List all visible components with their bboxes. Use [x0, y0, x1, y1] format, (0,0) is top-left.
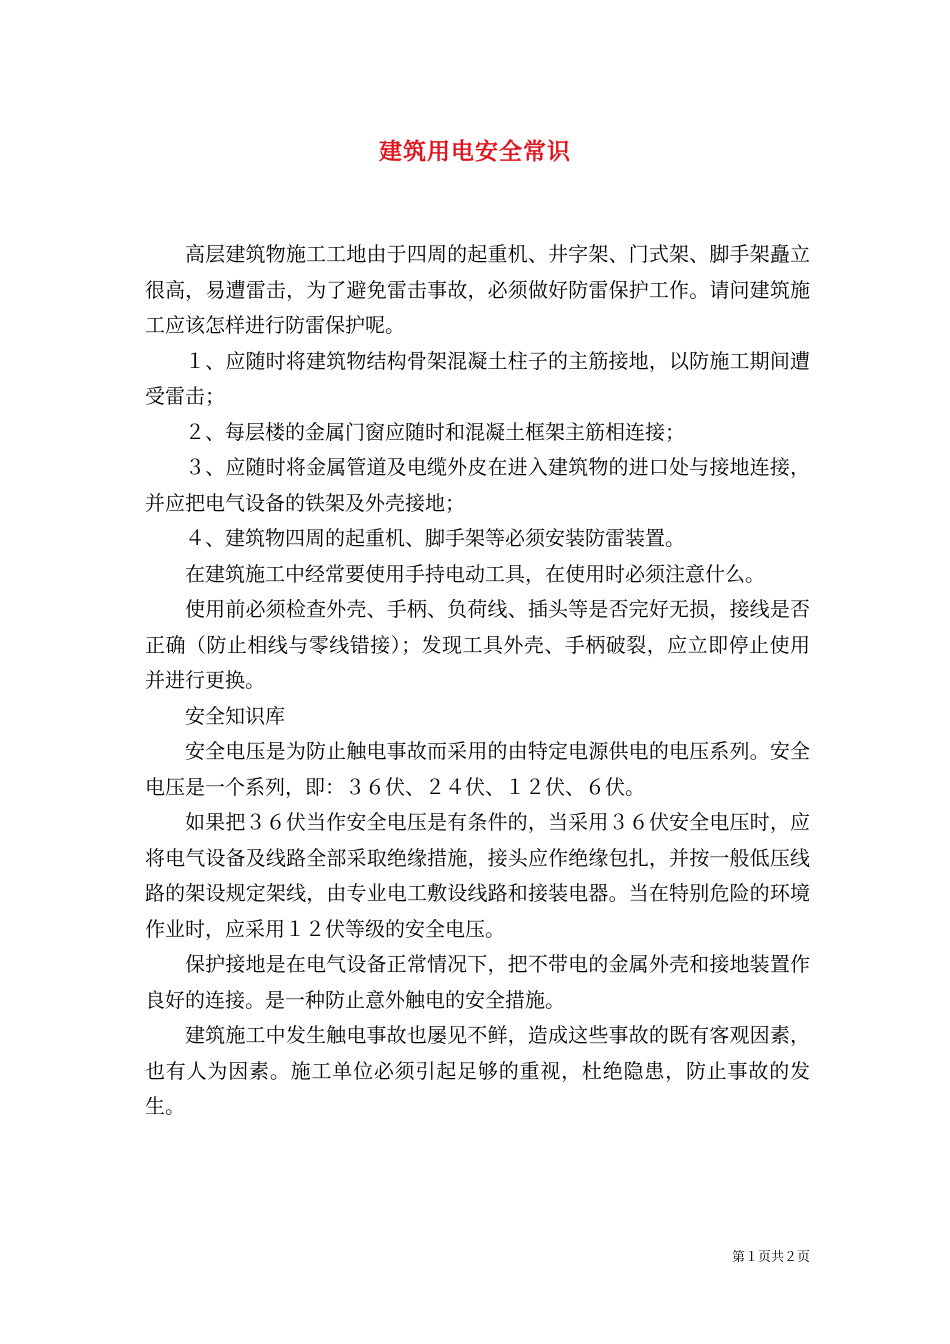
- paragraph-protective-grounding: 保护接地是在电气设备正常情况下，把不带电的金属外壳和接地装置作良好的连接。是一种防止意外触电的安全措施。: [145, 952, 810, 1012]
- paragraph-safe-voltage: 安全电压是为防止触电事故而采用的由特定电源供电的电压系列。安全电压是一个系列，即：３６伏、２４伏、１２伏、６伏。: [145, 739, 810, 799]
- paragraph-item-1: １、应随时将建筑物结构骨架混凝土柱子的主筋接地，以防施工期间遭受雷击；: [145, 348, 810, 408]
- page-title: 建筑用电安全常识: [379, 139, 571, 165]
- paragraph-item-2: ２、每层楼的金属门窗应随时和混凝土框架主筋相连接；: [185, 419, 685, 444]
- page-number: 第１页共２页: [731, 1250, 810, 1265]
- paragraph-intro: 高层建筑物施工工地由于四周的起重机、井字架、门式架、脚手架矗立很高，易遭雷击，为了避免雷击事故，必须做好防雷保护工作。请问建筑施工应该怎样进行防雷保护呢。: [145, 242, 810, 337]
- document-body: [145, 237, 810, 1125]
- paragraph-tools-answer: 使用前必须检查外壳、手柄、负荷线、插头等是否完好无损，接线是否正确（防止相线与零线错接）；发现工具外壳、手柄破裂，应立即停止使用并进行更换。: [145, 597, 810, 692]
- paragraph-36v-conditions: 如果把３６伏当作安全电压是有条件的，当采用３６伏安全电压时，应将电气设备及线路全部采取绝缘措施，接头应作绝缘包扎，并按一般低压线路的架设规定架线，由专业电工敷设线路和接装电器。当在特别危险的环境作业时，应采用１２伏等级的安全电压。: [145, 810, 810, 941]
- paragraph-item-4: ４、建筑物四周的起重机、脚手架等必须安装防雷装置。: [185, 526, 685, 550]
- paragraph-tools-question: 在建筑施工中经常要使用手持电动工具，在使用时必须注意什么。: [185, 561, 765, 586]
- section-heading-knowledge: 安全知识库: [185, 703, 285, 728]
- paragraph-conclusion: 建筑施工中发生触电事故也屡见不鲜，造成这些事故的既有客观因素，也有人为因素。施工单位必须引起足够的重视，杜绝隐患，防止事故的发生。: [145, 1023, 810, 1118]
- paragraph-item-3: ３、应随时将金属管道及电缆外皮在进入建筑物的进口处与接地连接，并应把电气设备的铁架及外壳接地；: [145, 455, 810, 515]
